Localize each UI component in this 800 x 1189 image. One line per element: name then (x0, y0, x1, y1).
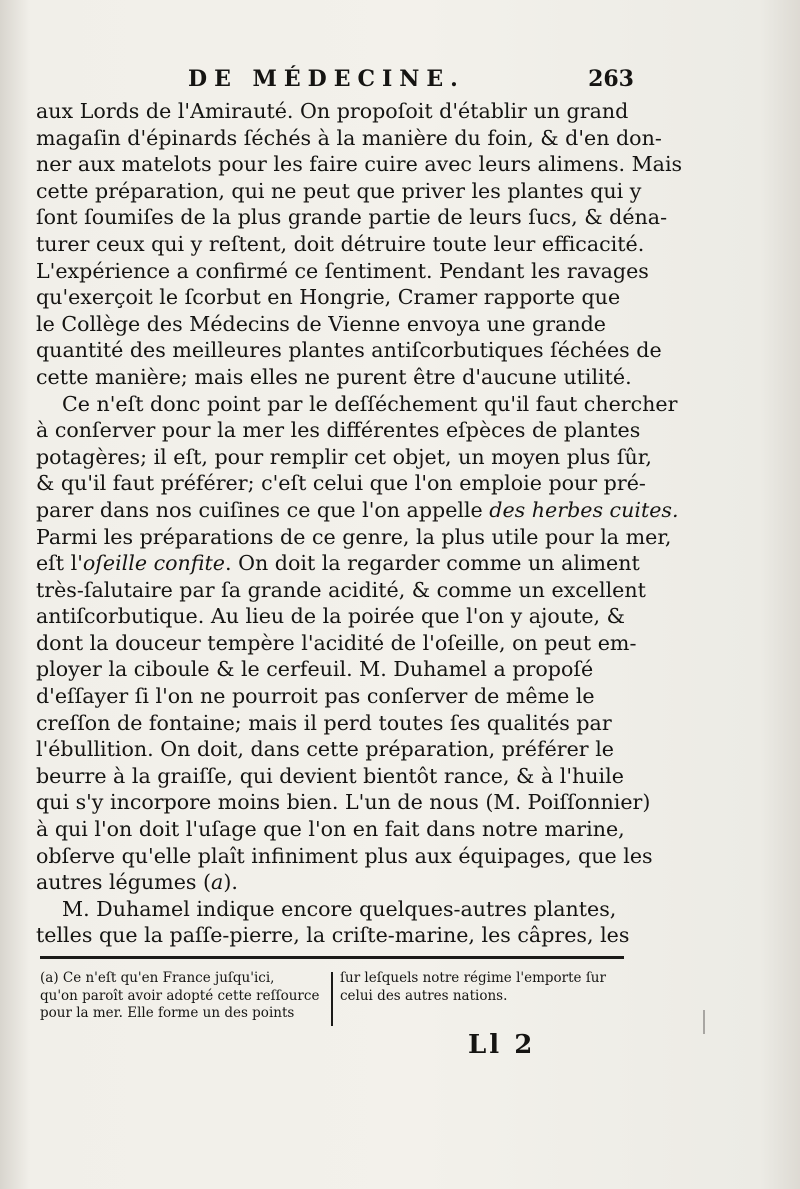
pencil-mark (703, 1010, 705, 1034)
footnote-left-column (40, 970, 326, 1023)
running-title: DE MÉDECINE. (188, 66, 465, 92)
text-line: Parmi les préparations de ce genre, la plus utile pour la mer, (36, 524, 672, 549)
text-line (36, 869, 634, 896)
italic-phrase: des herbes cuites. (489, 497, 679, 522)
text-line: d'eſſayer ſi l'on ne pourroit pas conſerver de même le (36, 684, 595, 709)
text-run: autres légumes ( (36, 870, 212, 895)
text-line: potagères; il eſt, pour remplir cet objet, un moyen plus ſûr, (36, 444, 652, 469)
footnote-rule (40, 956, 624, 959)
text-run: ). (223, 870, 238, 895)
footnote-line: qu'on paroît avoir adopté cette reſſource (40, 987, 320, 1004)
text-line: telles que la paſſe-pierre, la criſte-marine, les câpres, les (36, 923, 630, 948)
text-line: magaſin d'épinards ſéchés à la manière du foin, & d'en don- (36, 125, 662, 150)
main-text (36, 98, 683, 949)
footnote-line: pour la mer. Elle forme un des points (40, 1005, 295, 1021)
text-line: M. Duhamel indique encore quelques-autres plantes, (62, 896, 617, 921)
signature-mark: Ll 2 (468, 1030, 536, 1060)
text-line: à qui l'on doit l'uſage que l'on en fait dans notre marine, (36, 817, 625, 842)
text-line: aux Lords de l'Amirauté. On propoſoit d'établir un grand (36, 99, 629, 123)
text-line: cette préparation, qui ne peut que priver les plantes qui y (36, 178, 642, 203)
italic-phrase: oſeille confite (82, 551, 225, 576)
text-run: parer dans nos cuiſines ce que l'on appelle (36, 497, 490, 522)
column-divider (331, 972, 333, 1026)
text-line: cette manière; mais elles ne purent être d'aucune utilité. (36, 364, 632, 389)
text-line: obſerve qu'elle plaît infiniment plus aux équipages, que les (36, 843, 653, 868)
footnote-ref: a (211, 870, 224, 895)
text-line: le Collège des Médecins de Vienne envoya une grande (36, 311, 606, 336)
text-line: qui s'y incorpore moins bien. L'un de nous (M. Poiſſonnier) (36, 790, 651, 815)
text-line: Ce n'eſt donc point par le deſſéchement qu'il faut chercher (62, 391, 678, 416)
text-line: quantité des meilleures plantes antiſcorbutiques ſéchées de (36, 338, 662, 363)
text-line (36, 550, 640, 577)
footnote-line: celui des autres nations. (340, 987, 508, 1004)
text-line: qu'exerçoit le ſcorbut en Hongrie, Cramer rapporte que (36, 285, 621, 310)
text-line: ner aux matelots pour les faire cuire avec leurs alimens. Mais (36, 152, 683, 177)
footnote-right-column (340, 970, 624, 1005)
text-line: l'ébullition. On doit, dans cette préparation, préférer le (36, 737, 614, 762)
footnote-line: ſur leſquels notre régime l'emporte ſur (340, 970, 606, 986)
text-line: à conſerver pour la mer les différentes eſpèces de plantes (36, 418, 641, 443)
page-header (36, 66, 634, 96)
page-number: 263 (588, 66, 634, 92)
text-run: eſt l' (36, 551, 83, 576)
footnote-line: (a) Ce n'eſt qu'en France juſqu'ici, (40, 970, 275, 986)
text-line: dont la douceur tempère l'acidité de l'oſeille, on peut em- (36, 630, 637, 655)
text-line: turer ceux qui y reſtent, doit détruire toute leur efficacité. (36, 231, 645, 256)
text-run: . On doit la regarder comme un aliment (225, 551, 640, 576)
text-line: beurre à la graiſſe, qui devient bientôt rance, & à l'huile (36, 763, 624, 788)
text-line: très-ſalutaire par ſa grande acidité, & comme un excellent (36, 577, 646, 602)
text-line: L'expérience a confirmé ce ſentiment. Pendant les ravages (36, 258, 649, 283)
text-line: & qu'il faut préférer; c'eſt celui que l'on emploie pour pré- (36, 471, 646, 496)
text-line: creſſon de fontaine; mais il perd toutes ſes qualités par (36, 710, 612, 735)
text-line: antiſcorbutique. Au lieu de la poirée que l'on y ajoute, & (36, 604, 625, 629)
text-line: ployer la ciboule & le cerfeuil. M. Duhamel a propoſé (36, 657, 594, 682)
text-line (36, 497, 679, 524)
text-line: ſont ſoumiſes de la plus grande partie de leurs ſucs, & déna- (36, 205, 668, 230)
